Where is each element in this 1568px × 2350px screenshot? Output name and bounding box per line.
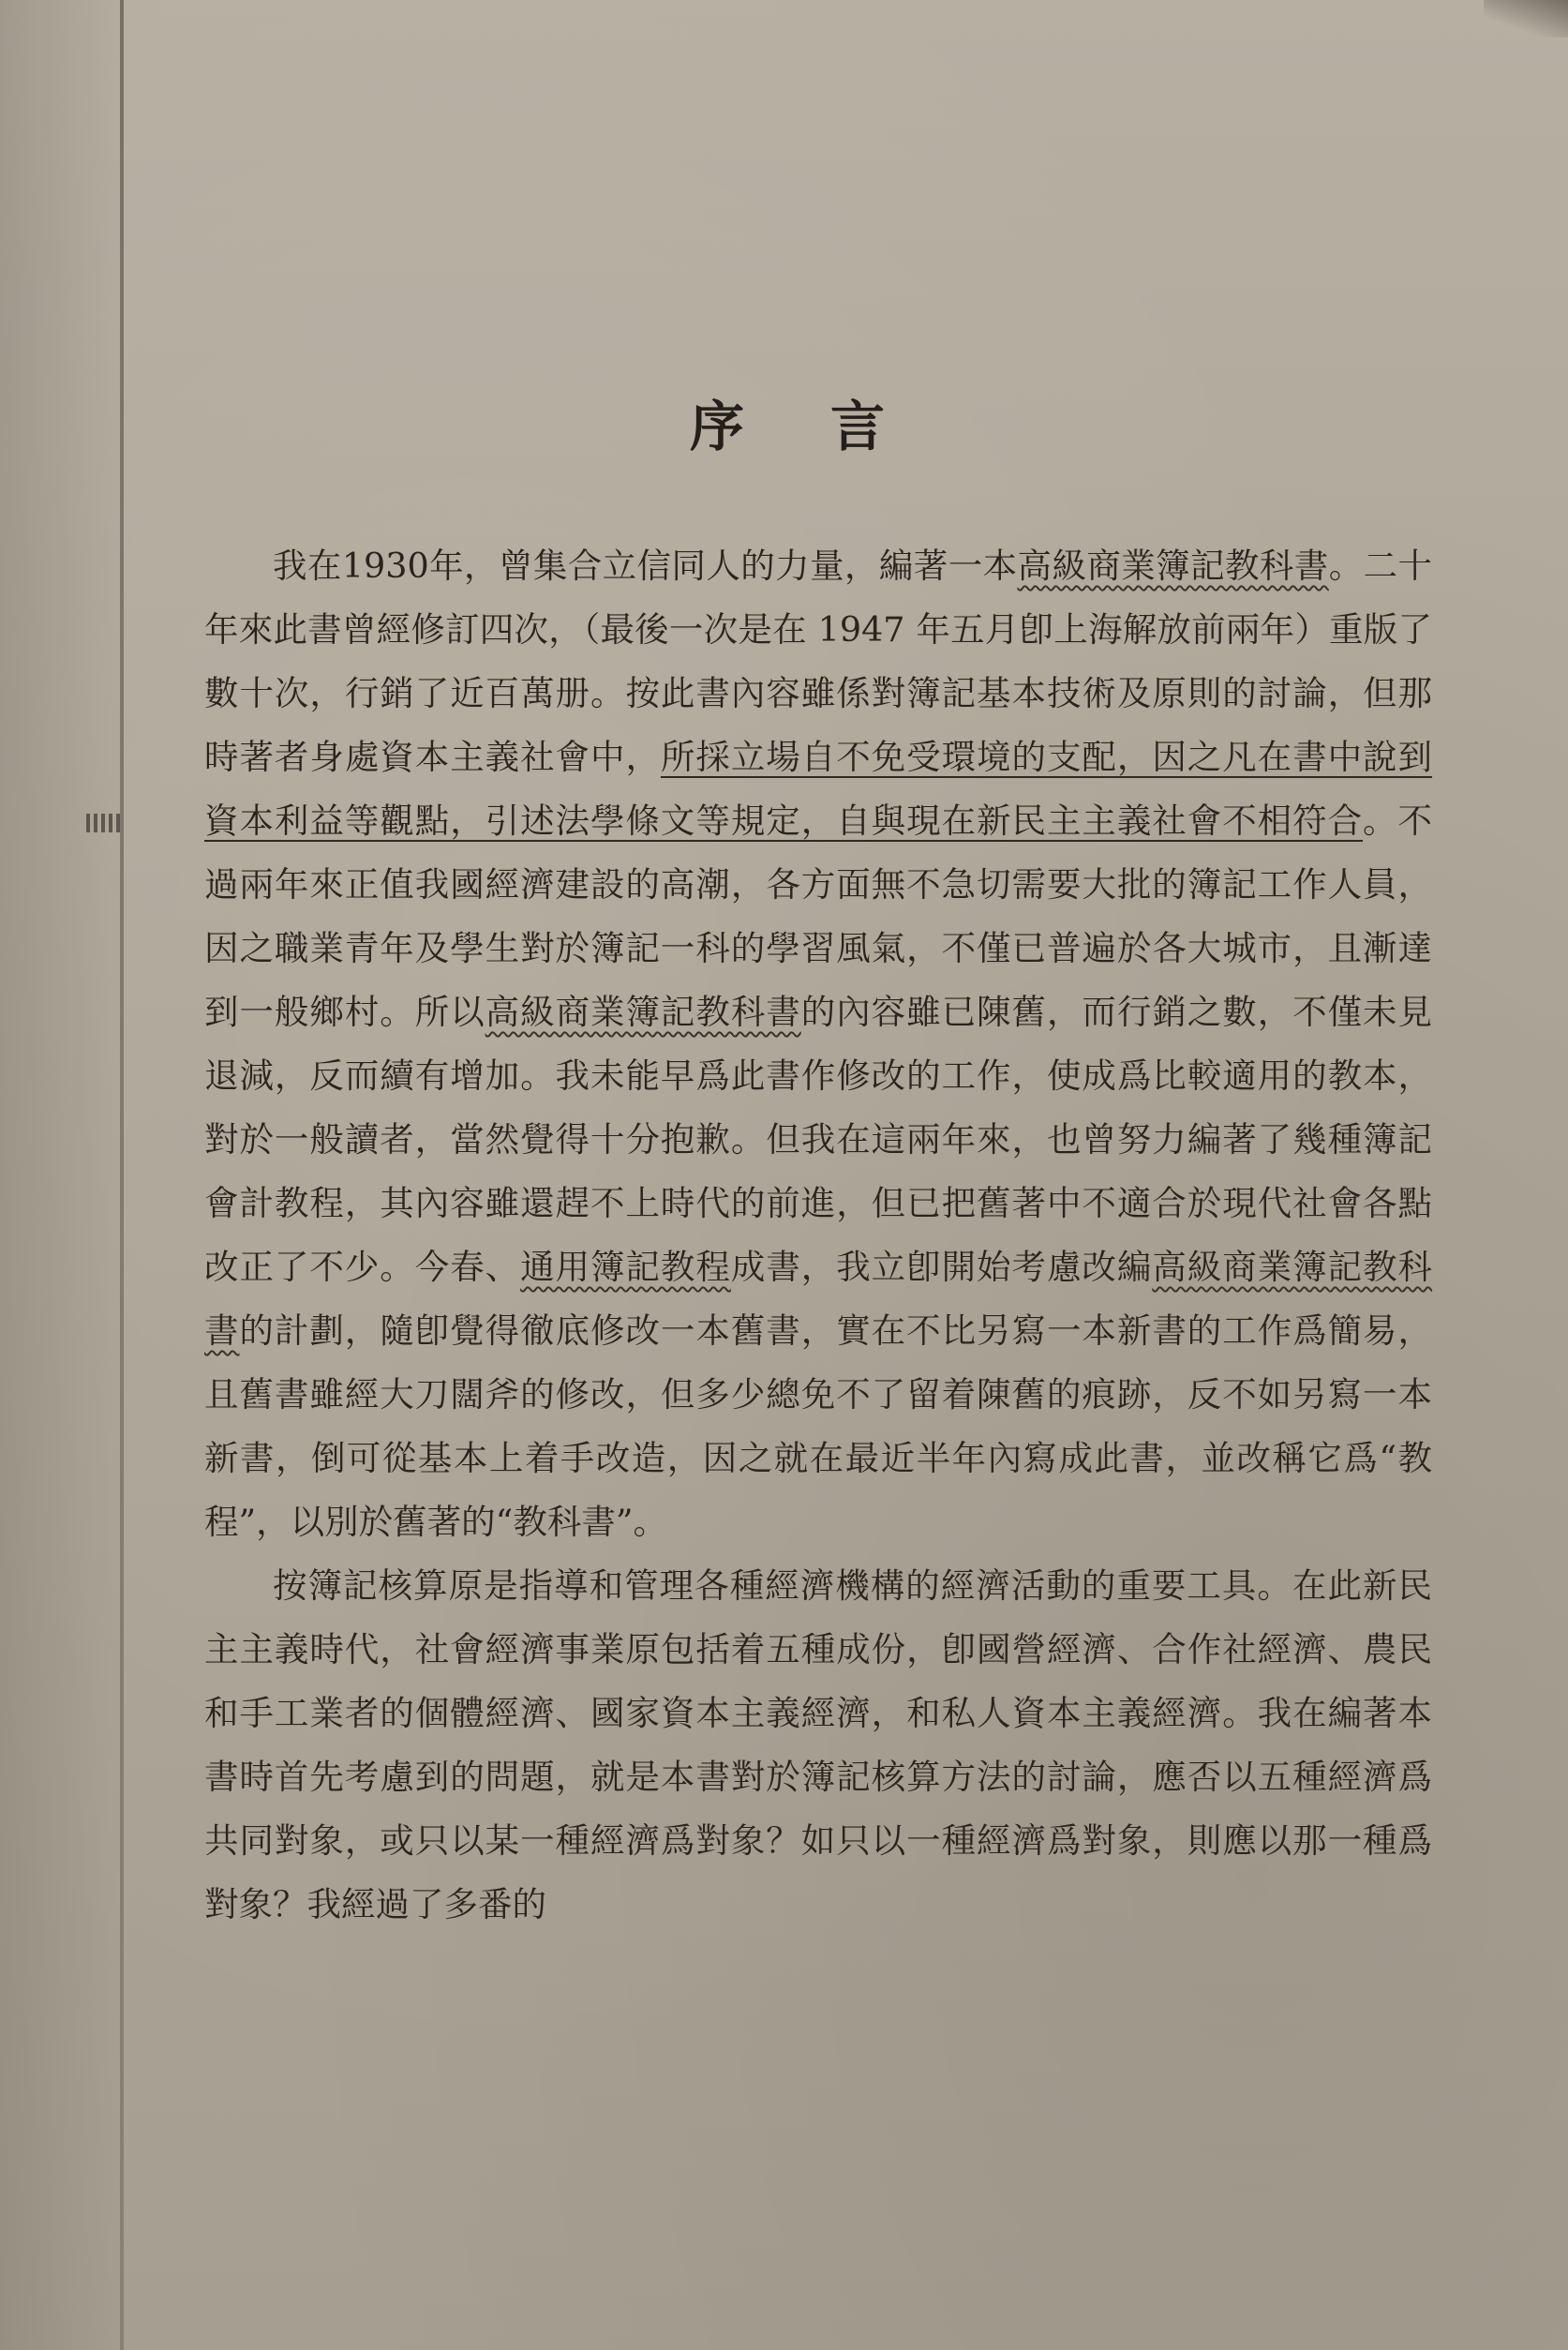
paragraph-2 xyxy=(204,1554,1432,1937)
binding-shadow xyxy=(0,0,120,2350)
text-segment: 。二十年來此書曾經修訂四次，（最後一次是在 1947 年五月卽上海解放前兩年）重版了數十次，行銷了近百萬册。按此書內容雖係對簿記基本技術及原則的討論，但那時著者身處資本主義社會中， xyxy=(204,546,1433,777)
text-segment: 的內容雖已陳舊，而行銷之數，不僅未見退減，反而續有增加。我未能早爲此書作修改的工作，使成爲比較適用的教本，對於一般讀者，當然覺得十分抱歉。但我在這兩年來，也曾努力編著了幾種簿記會計教程，其內容雖還趕不上時代的前進，但已把舊著中不適合於現代社會各點改正了不少。今春、 xyxy=(204,992,1433,1287)
preface-body xyxy=(204,534,1432,1937)
text-segment: 成書，我立卽開始考慮改編 xyxy=(730,1247,1153,1287)
corner-fray xyxy=(1484,0,1568,37)
book-title-wavy: 高級商業簿記教科書 xyxy=(485,992,801,1032)
book-title-wavy: 高級商業簿記教科書 xyxy=(204,1247,1433,1351)
page-title: 序言 xyxy=(690,395,972,458)
text-segment: 。不過兩年來正值我國經濟建設的高潮，各方面無不急切需要大批的簿記工作人員，因之職業青年及學生對於簿記一科的學習風氣，不僅已普遍於各大城市，且漸達到一般鄉村。所以 xyxy=(204,801,1433,1032)
text-segment: 我在1930年，曾集合立信同人的力量，編著一本 xyxy=(273,546,1018,586)
paragraph-1 xyxy=(204,534,1432,1554)
text-segment: 按簿記核算原是指導和管理各種經濟機構的經濟活動的重要工具。在此新民主主義時代，社會經濟事業原包括着五種成份，卽國營經濟、合作社經濟、農民和手工業者的個體經濟、國家資本主義經濟，和私人資本主義經濟。我在編著本書時首先考慮到的問題，就是本書對於簿記核算方法的討論，應否以五種經濟爲共同對象，或只以某一種經濟爲對象？如只以一種經濟爲對象，則應以那一種爲對象？我經過了多番的 xyxy=(204,1565,1432,1924)
stitch-mark xyxy=(86,814,124,832)
text-segment: 的計劃，隨卽覺得徹底修改一本舊書，實在不比另寫一本新書的工作爲簡易，且舊書雖經大刀闊斧的修改，但多少總免不了留着陳舊的痕跡，反不如另寫一本新書，倒可從基本上着手改造，因之就在最近半年內寫成此書，並改稱它爲“教程”，以別於舊著的“教科書”。 xyxy=(204,1310,1433,1542)
binding-line xyxy=(120,0,124,2350)
book-title-wavy: 通用簿記教程 xyxy=(520,1247,731,1287)
book-title-wavy: 高級商業簿記教科書 xyxy=(1017,546,1329,586)
underlined-passage: 所採立場自不免受環境的支配，因之凡在書中說到資本利益等觀點，引述法學條文等規定，自與現在新民主主義社會不相符合 xyxy=(204,737,1433,841)
